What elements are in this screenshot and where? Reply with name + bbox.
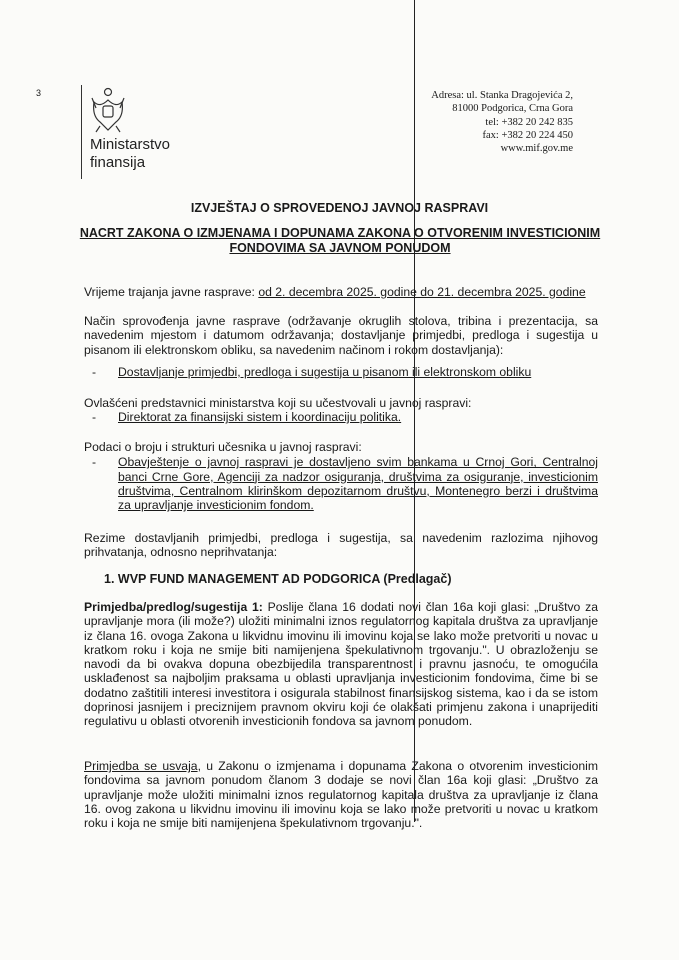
response-paragraph <box>84 759 598 830</box>
page-mark: 3 <box>36 88 42 98</box>
duration-value: od 2. decembra 2025. godine do 21. decembra 2025. godine <box>258 285 586 299</box>
participants-text: Podaci o broju i strukturi učesnika u javnoj raspravi: <box>84 440 362 454</box>
ministry-line1: Ministarstvo <box>90 136 171 153</box>
address-tel: tel: +382 20 242 835 <box>485 116 573 128</box>
participants-section <box>84 440 598 512</box>
address-web: www.mif.gov.me <box>500 143 573 155</box>
method-section <box>84 314 598 379</box>
comment-text: Poslije člana 16 dodati novi član 16a koji glasi: „Društvo za upravljanje mora (ili može?) uložiti minimalni iznos regulatornog kapitala društva za upravljanje iz člana 16. ovoga Zakona u likvidnu imovinu ili imovinu koja se lako može pretvoriti u novac u kratkom roku i koja ne smije biti namijenjena špekulativnom trgovanju.". U obrazloženju se navodi da bi ovakva dopuna obezbijedila transparentnost i pravnu jasnoću, te omogućila usklađenost sa najboljim praksama u oblasti upravljanja investicionim fondovima, čime bi se dodatno zaštitili interesi investitora i osigurala stabilnost finansijskog sistema, kao i da se istom doprinosi jasnijem i preciznijem pravnom okviru koji će olakšati primjenu zakona i unaprijediti regulativu u oblasti otvorenih investicionih fondova sa javnom ponudom. <box>84 600 598 729</box>
participants-bullet: - Obavještenje o javnoj raspravi je dostavljeno svim bankama u Crnoj Gori, Centralnoj banci Crne Gore, Agenciji za nadzor osiguranja, društvima za osiguranje, investicionim društvima, Centralnom klirinškom depozitarnom društvu, Montenegro berzi i društvima za upravljanje investicionim fondom. <box>118 455 598 513</box>
summary-intro: Rezime dostavljanih primjedbi, predloga i sugestija, sa navedenim razlozima njihovog prihvatanja, odnosno neprihvatanja: <box>84 531 598 560</box>
address-street: Adresa: ul. Stanka Dragojevića 2, <box>431 90 573 101</box>
method-text: Način sprovođenja javne rasprave (održavanje okruglih stolova, tribina i prezentacija, sa navedenim mjestom i datumom održavanja; dostavljanje primjedbi, predloga i sugestija u pisanom ili elektronskom obliku, sa navedenim načinom i rokom dostavljanja): <box>84 314 598 357</box>
response-text: , u Zakonu o izmjenama i dopunama Zakona o otvorenim investicionim fondovima sa javnom ponudom članom 3 dodaje se novi član 16a koji glasi: „Društvo za upravljanje može uložiti minimalni iznos regulatornog kapitala društva za upravljanje iz člana 16. ovog zakona u likvidnu imovinu ili imovinu koja se lako može pretvoriti u novac u kratkom roku i koja ne smije biti namijenjena špekulativnom trgovanju.". <box>84 759 599 831</box>
section-heading: 1. WVP FUND MANAGEMENT AD PODGORICA (Predlagač) <box>104 572 452 586</box>
duration-line <box>84 285 598 299</box>
representatives-text: Ovlašćeni predstavnici ministarstva koji su učestvovali u javnoj raspravi: <box>84 396 472 410</box>
address-city: 81000 Podgorica, Crna Gora <box>452 103 573 115</box>
address-fax: fax: +382 20 224 450 <box>482 129 573 141</box>
representatives-section <box>84 396 598 425</box>
coat-of-arms-icon <box>90 86 126 134</box>
ministry-name <box>90 136 170 172</box>
document-title: IZVJEŠTAJ O SPROVEDENOJ JAVNOJ RASPRAVI <box>190 201 489 215</box>
ministry-line2: finansija <box>90 154 146 171</box>
logo-divider <box>81 85 82 179</box>
comment-paragraph <box>84 600 598 729</box>
comment-label: Primjedba/predlog/sugestija 1: <box>84 600 263 614</box>
method-bullet: Dostavljanje primjedbi, predloga i sugestija u pisanom ili elektronskom obliku <box>118 364 532 379</box>
representatives-bullet: Direktorat za finansijski sistem i koordinaciju politika. <box>118 410 402 425</box>
response-label: Primjedba se usvaja <box>84 759 198 773</box>
document-subtitle: NACRT ZAKONA O IZMJENAMA I DOPUNAMA ZAKONA O OTVORENIM INVESTICIONIM FONDOVIMA SA JAVNOM PONUDOM <box>79 226 601 255</box>
address-block <box>431 89 573 155</box>
duration-label: Vrijeme trajanja javne rasprave: <box>84 285 259 299</box>
